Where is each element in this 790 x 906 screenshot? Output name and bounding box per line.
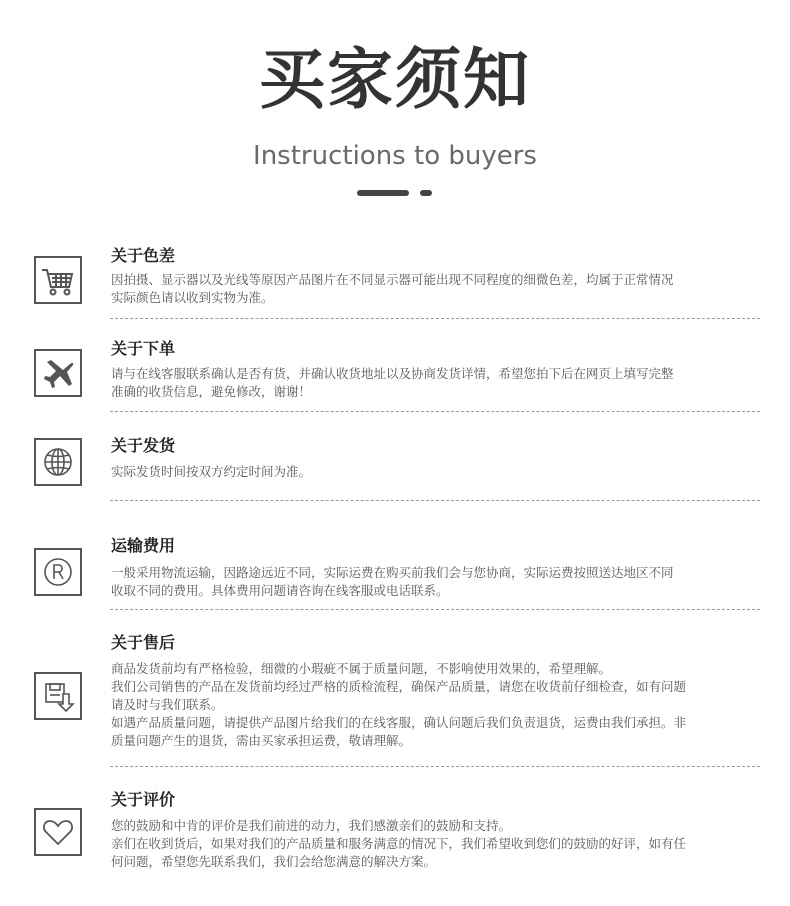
return-box-icon (34, 672, 82, 720)
globe-icon (34, 438, 82, 486)
airplane-icon (34, 349, 82, 397)
shopping-cart-icon (34, 256, 82, 304)
section-body (111, 564, 751, 600)
section-line: 我们公司销售的产品在发货前均经过严格的质检流程，确保产品质量，请您在收货前仔细检查，如有问题 (111, 679, 687, 694)
title-underline-dot (420, 190, 432, 196)
dashed-divider (110, 609, 760, 610)
section-line: 一般采用物流运输，因路途远近不同，实际运费在购买前我们会与您协商，实际运费按照送达地区不同 (111, 565, 674, 580)
section-body (111, 365, 751, 401)
section-line: 如遇产品质量问题，请提供产品图片给我们的在线客服，确认问题后我们负责退货，运费由我们承担。非 (111, 715, 687, 730)
title-underline-long (357, 190, 409, 196)
section-line: 商品发货前均有严格检验，细微的小瑕疵不属于质量问题，不影响使用效果的，希望理解。 (111, 661, 612, 676)
section-line: 实际颜色请以收到实物为准。 (111, 290, 274, 305)
registered-icon (34, 548, 82, 596)
section-line: 实际发货时间按双方约定时间为准。 (111, 464, 312, 479)
dashed-divider (110, 766, 760, 767)
section-line: 请及时与我们联系。 (111, 697, 224, 712)
section-title: 关于色差 (111, 246, 176, 265)
dashed-divider (110, 500, 760, 501)
section-line: 准确的收货信息，避免修改，谢谢！ (111, 384, 312, 399)
header (0, 0, 790, 210)
section-body (111, 817, 751, 871)
section-line: 请与在线客服联系确认是否有货，并确认收货地址以及协商发货详情，希望您拍下后在网页上填写完整 (111, 366, 674, 381)
section-title: 关于评价 (111, 790, 176, 809)
dashed-divider (110, 318, 760, 319)
section-line: 质量问题产生的退货，需由买家承担运费，敬请理解。 (111, 733, 412, 748)
section-title: 关于发货 (111, 436, 176, 455)
section-body (111, 463, 751, 481)
section-line: 您的鼓励和中肯的评价是我们前进的动力，我们感激亲们的鼓励和支持。 (111, 818, 512, 833)
section-line: 何问题，希望您先联系我们，我们会给您满意的解决方案。 (111, 854, 437, 869)
dashed-divider (110, 411, 760, 412)
section-title: 关于售后 (111, 633, 176, 652)
page-title: 买家须知 (259, 41, 531, 118)
section-line: 因拍摄、显示器以及光线等原因产品图片在不同显示器可能出现不同程度的细微色差，均属于正常情况 (111, 272, 674, 287)
section-title: 关于下单 (111, 339, 176, 358)
section-body (111, 660, 751, 750)
section-body (111, 271, 751, 307)
section-line: 亲们在收到货后，如果对我们的产品质量和服务满意的情况下，我们希望收到您们的鼓励的好评，如有任 (111, 836, 687, 851)
heart-icon (34, 808, 82, 856)
section-title: 运输费用 (111, 536, 176, 555)
section-line: 收取不同的费用。具体费用问题请咨询在线客服或电话联系。 (111, 583, 449, 598)
page-subtitle: Instructions to buyers (253, 141, 537, 171)
